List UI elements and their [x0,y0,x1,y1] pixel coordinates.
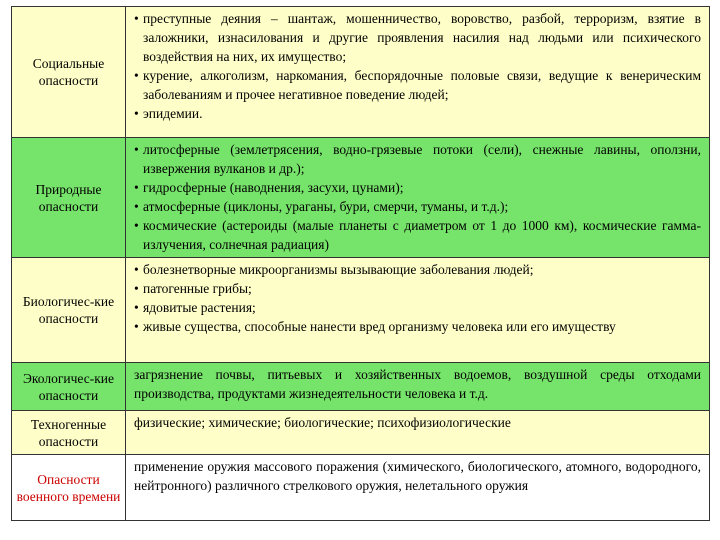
bullet-icon: • [134,106,139,121]
list-item: • литосферные (землетрясения, водно-грязевые потоки (сели), снежные лавины, оползни, извержения вулканов и др.); [134,142,701,176]
bullet-icon: • [134,319,139,334]
content-social [126,7,710,138]
bullet-icon: • [134,142,139,157]
list-item: • болезнетворные микроорганизмы вызывающие заболевания людей; [134,262,534,277]
label-social: Социальные опасности [12,7,126,138]
table-row-natural [12,138,710,258]
content-ecological [126,363,710,411]
label-ecological: Экологичес-кие опасности [12,363,126,411]
table-row-technogenic [12,411,710,455]
content-natural [126,138,710,258]
list-item: • гидросферные (наводнения, засухи, цунами); [134,180,404,195]
table-row-wartime [12,455,710,521]
label-technogenic: Техногенные опасности [12,411,126,455]
list-item: • ядовитые растения; [134,300,256,315]
table-row-social [12,7,710,138]
content-wartime [126,455,710,521]
list-item: • патогенные грибы; [134,281,252,296]
content-biological [126,258,710,363]
list-item: • курение, алкоголизм, наркомания, беспорядочные половые связи, ведущие к венерическим заболеваниям и прочее негативное поведение людей; [134,68,701,102]
list-item: • космические (астероиды (малые планеты с диаметром от 1 до 1000 км), космические гамма-излучения, солнечная радиация) [134,218,701,252]
bullet-icon: • [134,262,139,277]
hazards-table [11,6,710,521]
list-item: • атмосферные (циклоны, ураганы, бури, смерчи, туманы, и т.д.); [134,199,509,214]
bullet-icon: • [134,68,139,83]
bullet-icon: • [134,180,139,195]
list-item: • эпидемии. [134,106,203,121]
bullet-icon: • [134,300,139,315]
bullet-icon: • [134,199,139,214]
table-row-ecological [12,363,710,411]
label-wartime: Опасности военного времени [12,455,126,521]
bullet-icon: • [134,11,139,26]
row-text: физические; химические; биологические; психофизиологические [134,415,511,430]
bullet-icon: • [134,281,139,296]
list-item: • преступные деяния – шантаж, мошенничество, воровство, разбой, терроризм, взятие в заложники, изнасилования и другие проявления насилия над людьми или психического воздействия на них, их имущество; [134,11,701,64]
label-natural: Природные опасности [12,138,126,258]
bullet-icon: • [134,218,139,233]
label-biological: Биологичес-кие опасности [12,258,126,363]
row-text: загрязнение почвы, питьевых и хозяйственных водоемов, воздушной среды отходами производства, продуктами жизнедеятельности человека и т.д. [134,367,701,401]
table-row-biological [12,258,710,363]
list-item: • живые существа, способные нанести вред организму человека или его имуществу [134,319,616,334]
content-technogenic [126,411,710,455]
row-text: применение оружия массового поражения (химического, биологического, атомного, водородного, нейтронного) различного стрелкового оружия, нелетального оружия [134,459,701,493]
